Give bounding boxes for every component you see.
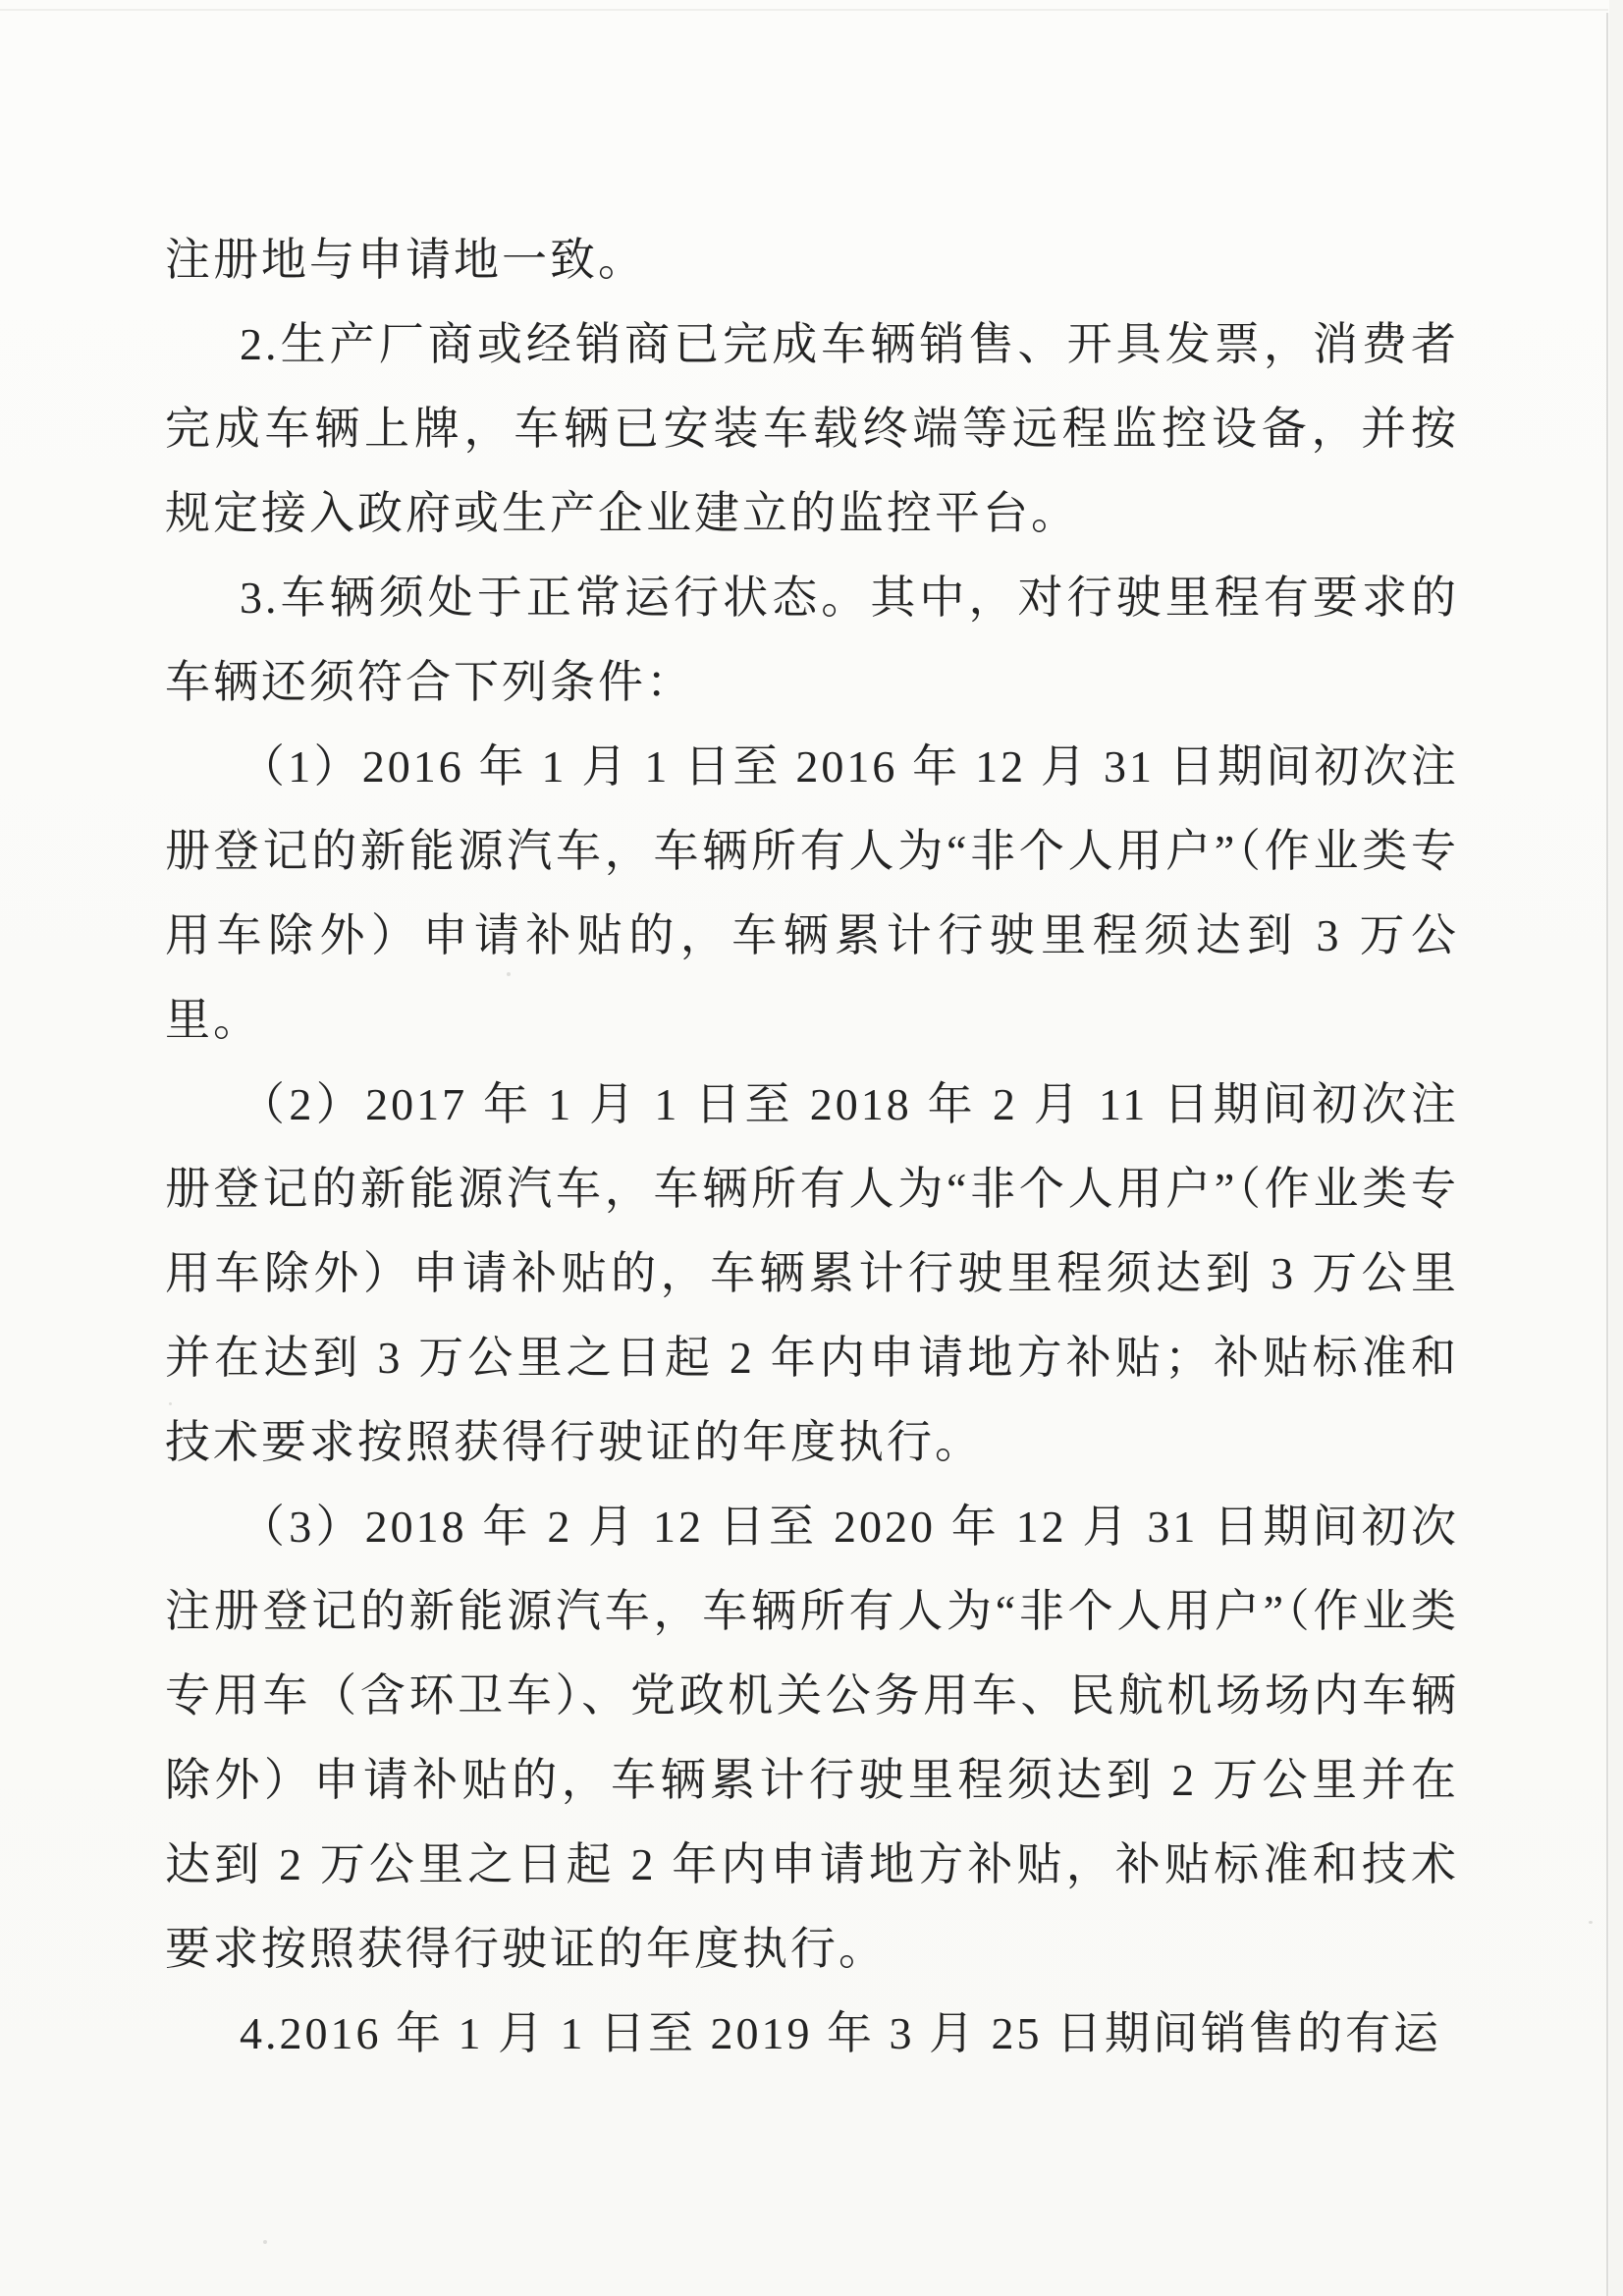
scan-page-edge-right bbox=[1606, 13, 1608, 2296]
scan-right-margin-strip bbox=[1609, 0, 1623, 2296]
scan-page-edge-top bbox=[0, 9, 1608, 11]
paragraph-sub-item-1: （1）2016 年 1 月 1 日至 2016 年 12 月 31 日期间初次注册登记的新能源汽车，车辆所有人为“非个人用户”（作业类专用车除外）申请补贴的，车辆累计行驶里程须达到 3 万公里。 bbox=[165, 741, 1459, 1045]
document-text-block bbox=[165, 218, 1459, 2076]
paragraph-item-3: 3.车辆须处于正常运行状态。其中，对行驶里程有要求的车辆还须符合下列条件： bbox=[165, 573, 1459, 707]
scan-speckle bbox=[1589, 1921, 1593, 1924]
paragraph-item-4: 4.2016 年 1 月 1 日至 2019 年 3 月 25 日期间销售的有运 bbox=[240, 2008, 1441, 2058]
scan-speckle bbox=[263, 2240, 267, 2244]
paragraph-sub-item-2: （2）2017 年 1 月 1 日至 2018 年 2 月 11 日期间初次注册登记的新能源汽车，车辆所有人为“非个人用户”（作业类专用车除外）申请补贴的，车辆累计行驶里程须达到 3 万公里并在达到 3 万公里之日起 2 年内申请地方补贴；补贴标准和技术要求按照获得行驶证的年度执行。 bbox=[165, 1079, 1459, 1467]
paragraph-item-2: 2.生产厂商或经销商已完成车辆销售、开具发票，消费者完成车辆上牌，车辆已安装车载终端等远程监控设备，并按规定接入政府或生产企业建立的监控平台。 bbox=[165, 319, 1459, 538]
paragraph-sub-item-3: （3）2018 年 2 月 12 日至 2020 年 12 月 31 日期间初次注册登记的新能源汽车，车辆所有人为“非个人用户”（作业类专用车（含环卫车）、党政机关公务用车、民航机场场内车辆除外）申请补贴的，车辆累计行驶里程须达到 2 万公里并在达到 2 万公里之日起 2 年内申请地方补贴，补贴标准和技术要求按照获得行驶证的年度执行。 bbox=[165, 1502, 1459, 1974]
paragraph-continuation: 注册地与申请地一致。 bbox=[165, 235, 646, 285]
